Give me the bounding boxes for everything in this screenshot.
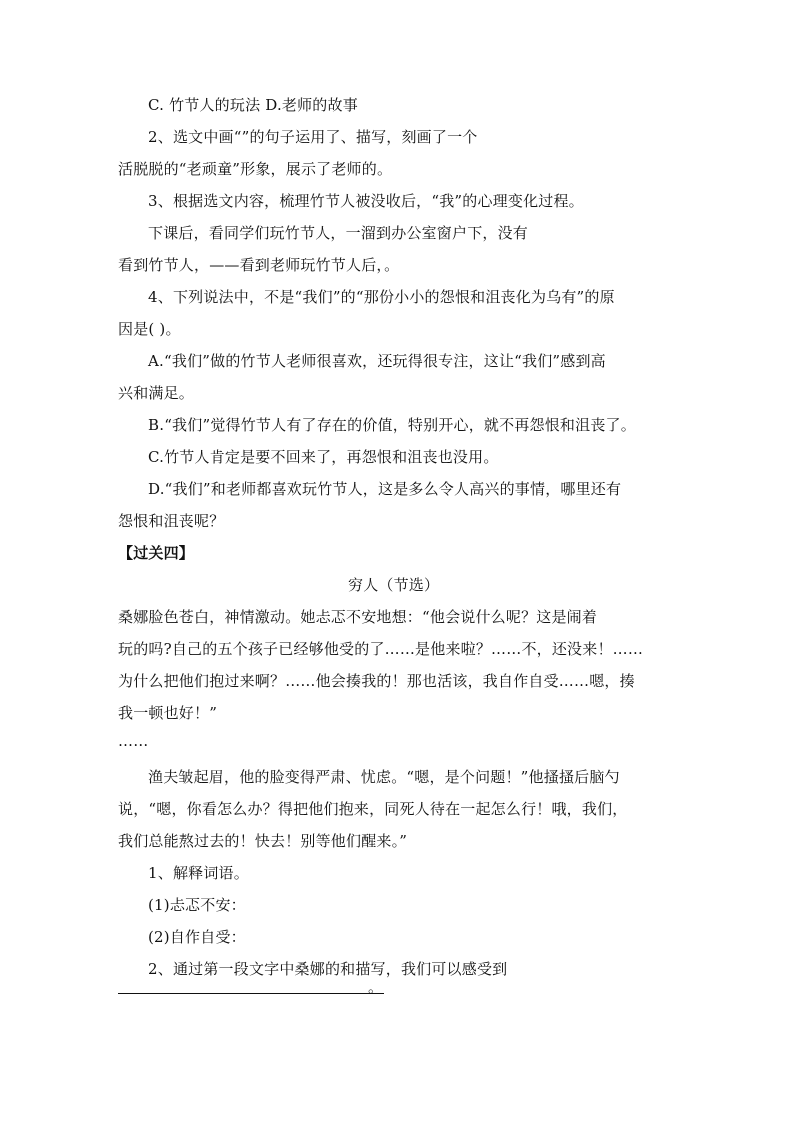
answer-blank-line — [118, 993, 384, 994]
question-3-answer-line: 下课后，看同学们玩竹节人，一溜到办公室窗户下，没有 — [148, 224, 529, 242]
option-a-line: A.“我们”做的竹节人老师很喜欢，还玩得很专注，这让“我们”感到高 — [148, 352, 606, 370]
option-d-line-continued: 怨恨和沮丧呢？ — [118, 512, 225, 530]
passage-paragraph-1-line-1: 桑娜脸色苍白，神情激动。她忐忑不安地想：“他会说什么呢？这是闹着 — [118, 608, 598, 626]
question-3-answer-line-continued: 看到竹节人，——看到老师玩竹节人后，。 — [118, 256, 400, 274]
term-1-line: (1)忐忑不安： — [148, 896, 246, 914]
term-2-line: (2)自作自受： — [148, 928, 246, 946]
passage-paragraph-1-line-3: 为什么把他们抱过来啊？……他会揍我的！那也活该，我自作自受……嗯，揍 — [118, 672, 635, 690]
option-b-line: B.“我们”觉得竹节人有了存在的价值，特别开心，就不再怨恨和沮丧了。 — [148, 416, 636, 434]
passage-ellipsis: …… — [118, 732, 149, 750]
passage-paragraph-2-line-2: 说，“嗯，你看怎么办？得把他们抱来，同死人待在一起怎么行！哦，我们， — [118, 800, 628, 818]
question-2-line-continued: 活脱脱的“老顽童”形象，展示了老师的。 — [118, 160, 393, 178]
question-2b-line: 2、通过第一段文字中桑娜的和描写，我们可以感受到 — [148, 960, 508, 978]
passage-paragraph-1-line-4: 我一顿也好！” — [118, 704, 218, 722]
passage-paragraph-2-line-3: 我们总能熬过去的！快去！别等他们醒来。” — [118, 832, 408, 850]
question-1-line: 1、解释词语。 — [148, 864, 249, 882]
question-4-line-continued: 因是( )。 — [118, 320, 181, 338]
passage-paragraph-2-line-1: 渔夫皱起眉，他的脸变得严肃、忧虑。“嗯，是个问题！”他搔搔后脑勺 — [148, 768, 620, 786]
section-heading: 【过关四】 — [118, 544, 195, 562]
question-2-line: 2、选文中画“”的句子运用了、描写，刻画了一个 — [148, 128, 478, 146]
question-4-line: 4、下列说法中，不是“我们”的“那份小小的怨恨和沮丧化为乌有”的原 — [148, 288, 615, 306]
passage-paragraph-1-line-2: 玩的吗?自己的五个孩子已经够他受的了……是他来啦？……不，还没来！…… — [118, 640, 644, 658]
passage-title: 穷人（节选） — [348, 576, 440, 594]
option-c-d-line: C. 竹节人的玩法 D.老师的故事 — [148, 96, 358, 114]
option-a-line-continued: 兴和满足。 — [118, 384, 195, 402]
answer-end-punctuation: 。 — [368, 978, 384, 996]
option-c-line: C.竹节人肯定是要不回来了，再怨恨和沮丧也没用。 — [148, 448, 499, 466]
option-d-line: D.“我们”和老师都喜欢玩竹节人，这是多么令人高兴的事情，哪里还有 — [148, 480, 622, 498]
question-3-line: 3、根据选文内容，梳理竹节人被没收后，“我”的心理变化过程。 — [148, 192, 584, 210]
